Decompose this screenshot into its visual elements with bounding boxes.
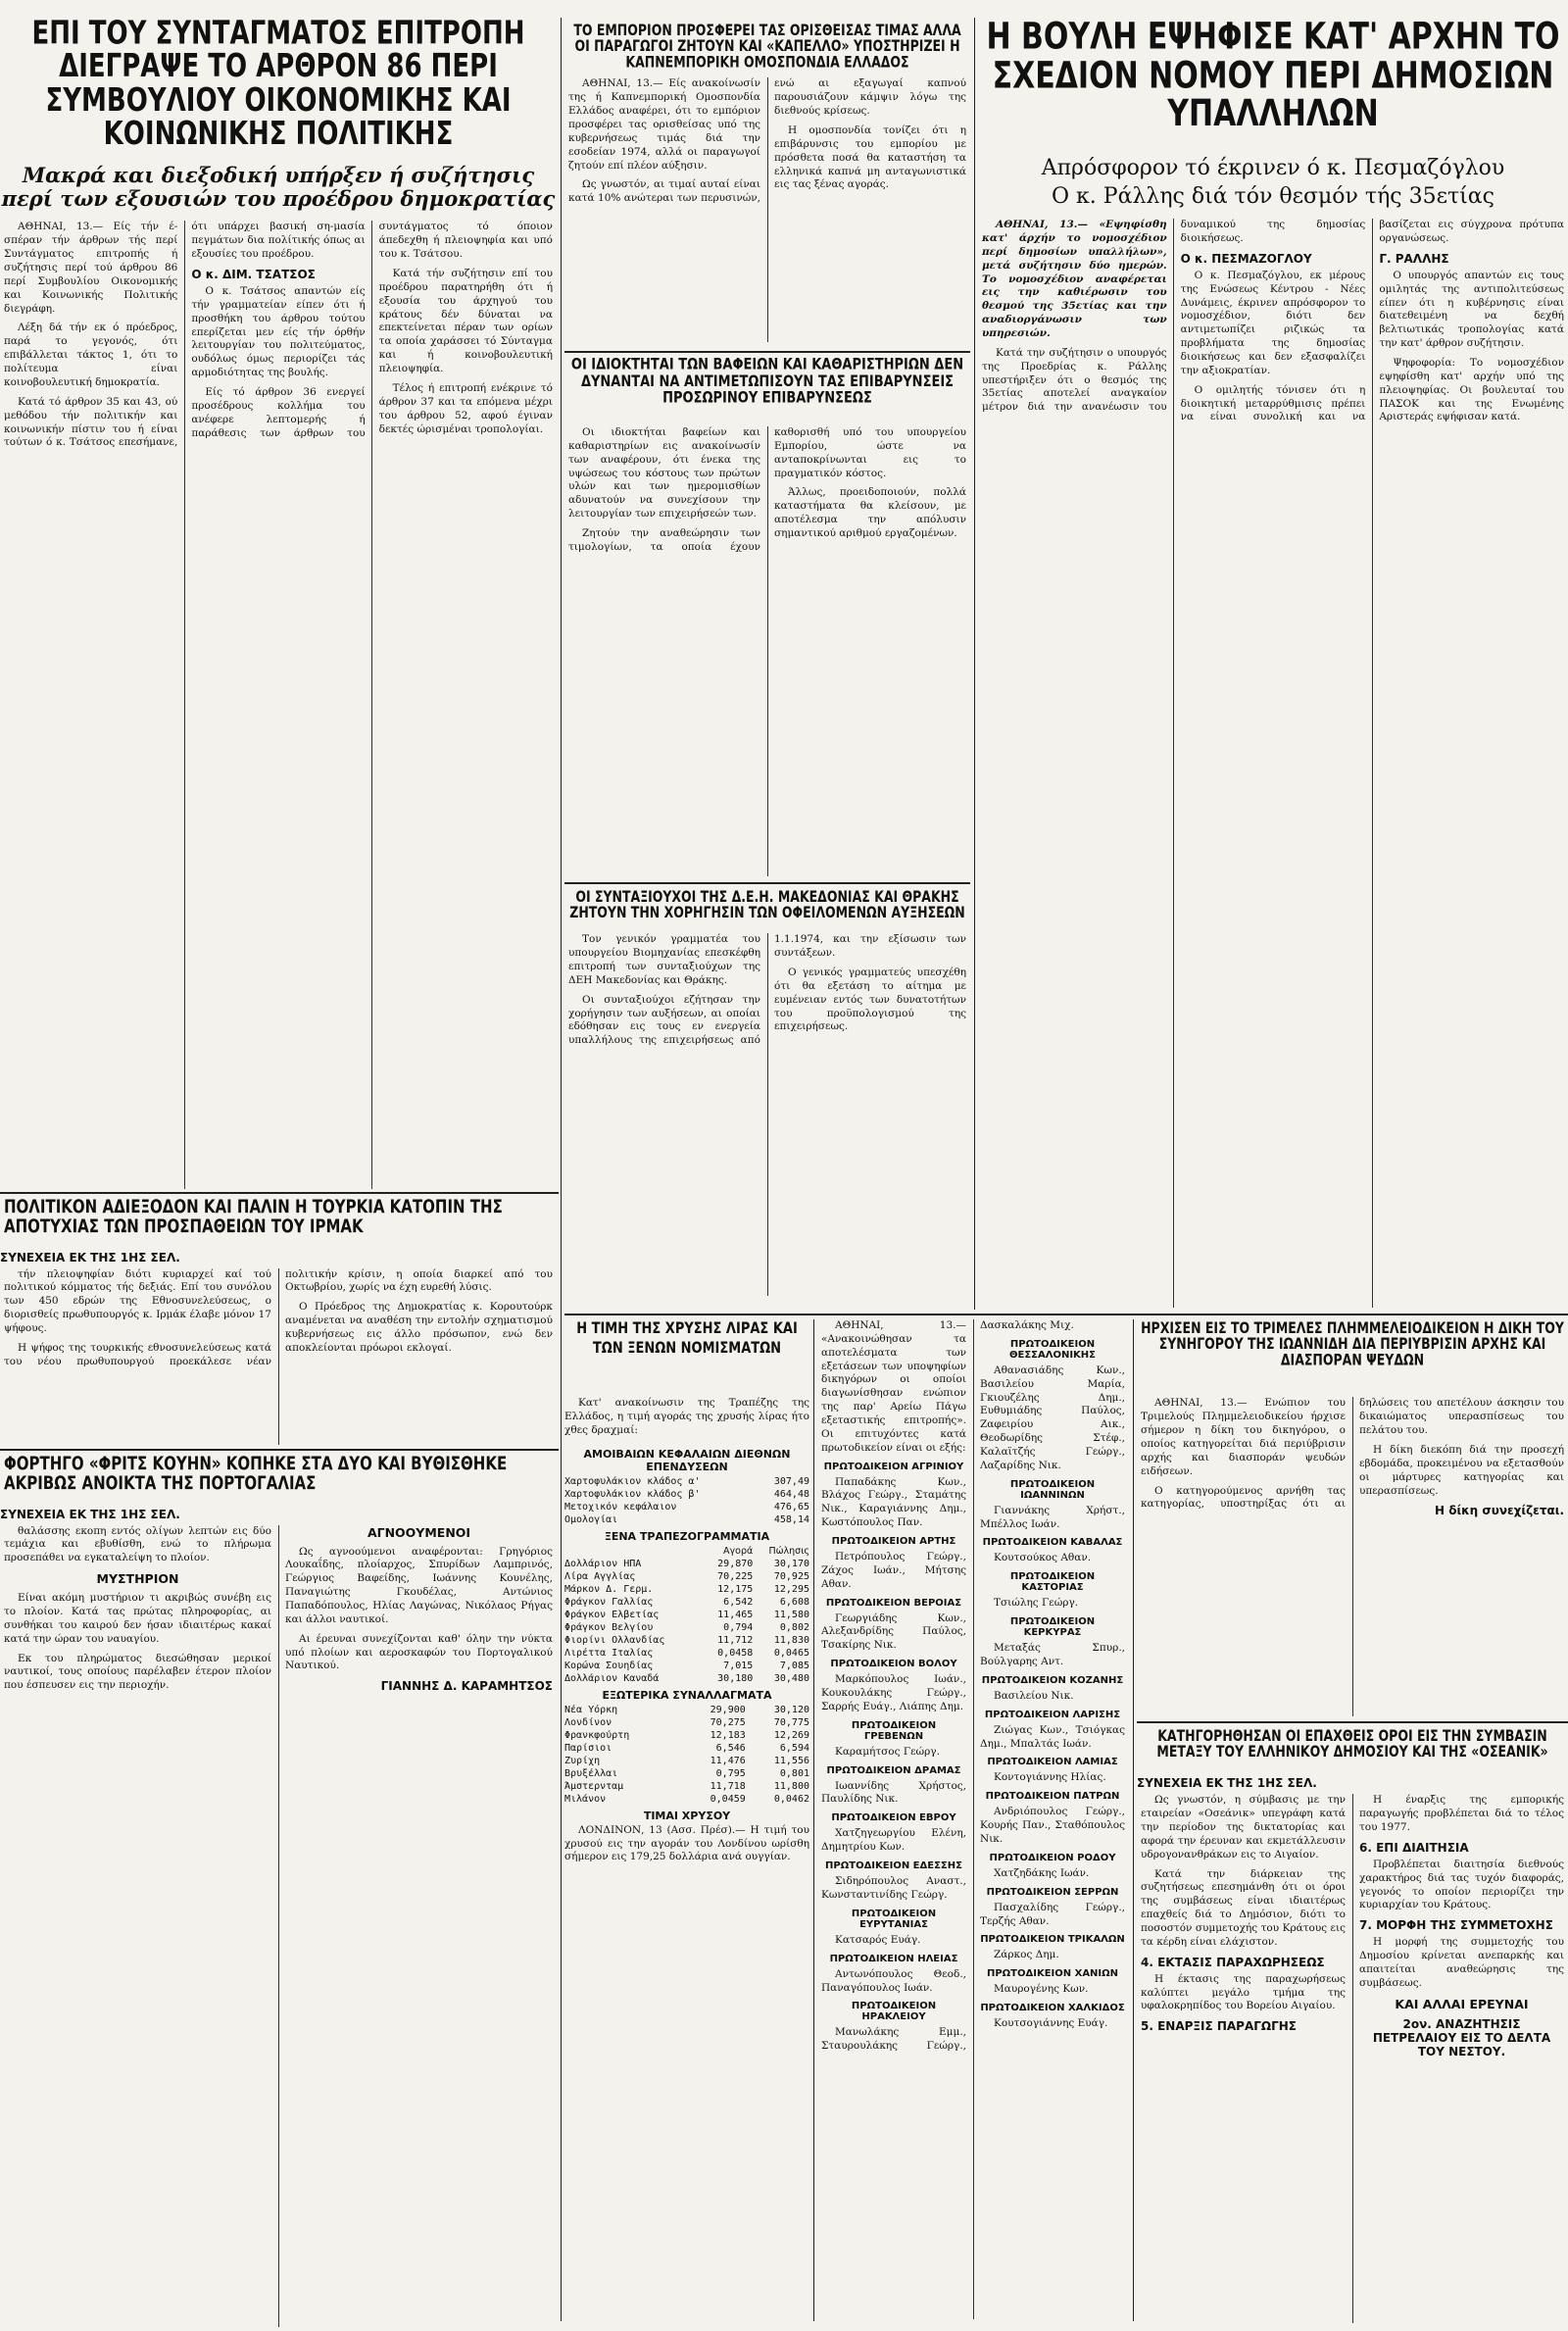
row-label: Φιορίνι Ολλανδίας xyxy=(564,1634,665,1646)
court-heading: ΠΡΩΤΟΔΙΚΕΙΟΝ ΠΑΤΡΩΝ xyxy=(985,1791,1120,1803)
article-civil-servants-bill xyxy=(978,18,1568,1308)
paragraph: Ο κ. Τσάτσος απαντών είς τήν γραμματείαν είπεν ότι ή προσθήκη του άρθρου τούτου επερίζεται μεν είς τήν όρθήν λειτουργίαν του πολιτεύματος, ουδόλως όμως περιορίζει τάς αρμοδιότητας της βουλής. xyxy=(191,285,366,379)
court-heading: ΠΡΩΤΟΔΙΚΕΙΟΝ ΡΟΔΟΥ xyxy=(989,1852,1116,1863)
table-row xyxy=(564,1672,809,1685)
court-heading: ΠΡΩΤΟΔΙΚΕΙΟΝ ΑΡΤΗΣ xyxy=(831,1536,956,1548)
candidate-list: Γεωργιάδης Κων., Αλεξανδρίδης Παύλος, Τσακίρης Νικ. xyxy=(821,1612,966,1652)
section-heading: ΑΓΝΟΟΥΜΕΝΟΙ xyxy=(367,1524,471,1540)
candidate-list: Αντωνόπουλος Θεοδ., Παναγόπουλος Ιωάν. xyxy=(821,1967,966,1994)
row-label: Νέα Υόρκη xyxy=(564,1704,618,1715)
cell-value: 11,830 xyxy=(773,1634,809,1646)
cell-value: 30,120 xyxy=(773,1704,809,1715)
cell-value: 11,800 xyxy=(773,1780,809,1792)
divider xyxy=(1137,1721,1568,1723)
paragraph: Ο γενικός γραμματεύς υπεσχέθη ότι θα εξετάση το αίτημα με ευμένειαν εντός των δυνατοτήτων του προϋπολογισμού της επιχειρήσεως. xyxy=(774,966,966,1033)
cell-value: 476,65 xyxy=(773,1501,809,1513)
table-row xyxy=(564,1488,809,1501)
cell-value: 11,465 xyxy=(717,1609,754,1620)
table-row xyxy=(564,1596,809,1609)
article-body xyxy=(817,1319,1129,2319)
row-label: Μιλάνον xyxy=(564,1793,607,1805)
paragraph: Ο κ. Πεσμαζόγλου, εκ μέρους της Ενώσεως Κέντρου - Νέες Δυνάμεις, έκρινεν απρόσφορον το νομοσχέδιον, διότι δεν αντιμετωπίζει ριζικώς τα προβλήματα της δημοσίας διοικήσεως και δεν εξασφαλίζει την αξιοκρατίαν. xyxy=(1180,269,1366,376)
cell-value: 70,775 xyxy=(773,1716,809,1728)
court-heading: ΠΡΩΤΟΔΙΚΕΙΟΝ ΛΑΜΙΑΣ xyxy=(987,1757,1118,1768)
cell-value: 11,556 xyxy=(773,1755,809,1766)
cell-value: 458,14 xyxy=(773,1513,809,1525)
candidate-list: Μαρκόπουλος Ιωάν., Κουκουλάκης Γεώργ., Σαρρής Ευάγ., Λιάπης Δημ. xyxy=(821,1673,966,1712)
column-header: Πώλησις xyxy=(768,1545,809,1557)
cell-value: 0,0462 xyxy=(773,1793,809,1805)
paragraph: Η έκτασις της παραχωρήσεως καλύπτει μεγάλο τμήμα της υφαλοκρηπίδος του Βορείου Αιγαίου. xyxy=(1141,1972,1346,2012)
article-body xyxy=(0,1525,557,2328)
row-label: Μετοχικόν κεφάλαιον xyxy=(564,1501,677,1513)
cell-value: 7,085 xyxy=(779,1660,809,1671)
court-heading: ΠΡΩΤΟΔΙΚΕΙΟΝ ΚΟΖΑΝΗΣ xyxy=(981,1674,1124,1686)
candidate-list: Μαυρογένης Κων. xyxy=(994,1983,1089,1996)
article-gold-and-currency xyxy=(564,1319,809,2327)
cell-value: 70,275 xyxy=(710,1716,746,1728)
row-label: Φράγκον Βελγίου xyxy=(564,1621,654,1633)
mutual-funds-table xyxy=(564,1475,809,1526)
table-row xyxy=(564,1647,809,1660)
paragraph: Ο Πρόεδρος της Δημοκρατίας κ. Κορουτούρκ αναμένεται να αναθέση την εντολήν σχηματισμού κυβερνήσεως εις άλλο πρόσωπον, ενώ δεν αποκλείονται πρόωροι εκλογαί. xyxy=(285,1301,553,1354)
court-heading: ΠΡΩΤΟΔΙΚΕΙΟΝ ΓΡΕΒΕΝΩΝ xyxy=(851,1719,937,1742)
candidate-list: Κοντογιάννης Ηλίας. xyxy=(994,1771,1106,1784)
candidate-list: Βασιλείου Νικ. xyxy=(994,1689,1074,1702)
court-heading: ΠΡΩΤΟΔΙΚΕΙΟΝ ΗΛΕΙΑΣ xyxy=(829,1953,958,1964)
paragraph: Άλλως, προειδοποιούν, πολλά καταστήματα θα κλείσουν, με αποτέλεσμα την απόλυσιν σημαντικού αριθμού εργαζομένων. xyxy=(774,486,966,539)
continuation-byline: ΣΥΝΕΧΕΙΑ ΕΚ ΤΗΣ 1ΗΣ ΣΕΛ. xyxy=(0,1250,180,1265)
paragraph: Ζητούν την αναθεώρησιν των τιμολογίων, τα οποία έχουν καθορισθή υπό του υπουργείου Εμπορίου, ώστε να ανταποκρίνωνται εις το πραγματικόν κόστος. xyxy=(568,425,966,553)
article-body xyxy=(0,1268,557,1446)
headline: ΟΙ ΣΥΝΤΑΞΙΟΥΧΟΙ ΤΗΣ Δ.Ε.Η. ΜΑΚΕΔΟΝΙΑΣ ΚΑΙ ΘΡΑΚΗΣ ΖΗΤΟΥΝ ΤΗΝ ΧΟΡΗΓΗΣΙΝ ΤΩΝ ΟΦΕΙΛΟΜΕΝΩΝ ΑΥΞΗΣΕΩΝ xyxy=(569,888,965,921)
article-body xyxy=(1137,1397,1568,1716)
row-label: Δολλάριον Καναδά xyxy=(564,1672,660,1684)
paragraph: Κατά τήν συζήτησιν επί του προέδρου παρατηρήθη ότι ή εξουσία του άρχηγού του κράτους δέν δύναται να επεκτείνεται πέραν των ορίων τα οποία χαράσσει τό Σύνταγμα και ή κοινοβουλευτική πλειοψηφία. xyxy=(378,268,553,375)
candidate-list: Αθανασιάδης Κων., Βασιλείου Μαρία, Γκιουζέλης Δημ., Ευθυμιάδης Παύλος, Ζαφειρίου Αικ., Θεοδωρίδης Στέφ., Καλαϊτζής Γεώργ., Λαζαρίδης Νικ. xyxy=(980,1364,1125,1471)
court-heading: ΠΡΩΤΟΔΙΚΕΙΟΝ ΕΔΕΣΣΗΣ xyxy=(825,1860,962,1872)
court-heading: ΠΡΩΤΟΔΙΚΕΙΟΝ ΚΑΣΤΟΡΙΑΣ xyxy=(1009,1571,1096,1594)
table-row xyxy=(564,1475,809,1488)
court-heading: ΠΡΩΤΟΔΙΚΕΙΟΝ ΕΒΡΟΥ xyxy=(831,1812,956,1824)
column-divider xyxy=(1133,1319,1134,2321)
candidate-list: Μεταξάς Σπυρ., Βούλγαρης Αντ. xyxy=(980,1642,1125,1668)
headline: ΚΑΤΗΓΟΡΗΘΗΣΑΝ ΟΙ ΕΠΑΧΘΕΙΣ ΟΡΟΙ ΕΙΣ ΤΗΝ ΣΥΜΒΑΣΙΝ ΜΕΤΑΞΥ ΤΟΥ ΕΛΛΗΝΙΚΟΥ ΔΗΜΟΣΙΟΥ ΚΑΙ ΤΗΣ «ΟΣΕΑΝΙΚ» xyxy=(1156,1727,1548,1761)
table-row xyxy=(564,1660,809,1672)
paragraph: Ψηφοφορία: Το νομοσχέδιον εψηφίσθη κατ' αρχήν υπό της πλειοψηφίας. Οι βουλευταί του ΠΑΣΟΚ και της Ενωμένης Αριστεράς εψήφισαν κατά. xyxy=(1379,356,1564,423)
paragraph: Η δίκη διεκόπη διά την προσεχή εβδομάδα, προκειμένου να εξετασθούν οι μάρτυρες κατηγορίας και υπερασπίσεως. xyxy=(1359,1443,1564,1497)
paragraph: Κατά την συζήτησιν ο υπουργός της Προεδρίας κ. Ράλλης υπεστήριξεν ότι ο θεσμός της 35ετίας αποτελεί αναγκαίον μέτρον διά την ανανέωσιν του δυναμικού της δημοσίας διοικήσεως. xyxy=(982,219,1366,414)
table-title: ΞΕΝΑ ΤΡΑΠΕΖΟΓΡΑΜΜΑΤΙΑ xyxy=(604,1529,770,1543)
cell-value: 6,594 xyxy=(779,1742,809,1754)
court-heading: ΠΡΩΤΟΔΙΚΕΙΟΝ ΤΡΙΚΑΛΩΝ xyxy=(980,1934,1125,1946)
headline: ΦΟΡΤΗΓΟ «ΦΡΙΤΣ ΚΟΥΗΝ» ΚΟΠΗΚΕ ΣΤΑ ΔΥΟ ΚΑΙ ΒΥΘΙΣΘΗΚΕ ΑΚΡΙΒΩΣ ΑΝΟΙΚΤΑ ΤΗΣ ΠΟΡΤΟΓΑΛΙΑΣ xyxy=(4,1455,508,1494)
row-label: Ομολογίαι xyxy=(564,1513,618,1525)
cell-value: 29,870 xyxy=(717,1558,754,1569)
column-header xyxy=(564,1545,704,1558)
court-heading: ΠΡΩΤΟΔΙΚΕΙΟΝ ΧΑΝΙΩΝ xyxy=(986,1968,1119,1980)
cell-value: 12,175 xyxy=(717,1583,754,1595)
candidate-list: Πασχαλίδης Γεώργ., Τερζής Αθαν. xyxy=(980,1901,1125,1927)
paragraph: Ως γνωστόν, η σύμβασις με την εταιρείαν «Οσεάνικ» υπεγράφη κατά την περίοδον της δικτατορίας και αφορά την έρευναν και εκμετάλλευσιν υδρογονανθράκων εις το Αιγαίον. xyxy=(1141,1794,1346,1860)
candidate-list: Σιδηρόπουλος Αναστ., Κωνσταντινίδης Γεώργ. xyxy=(821,1875,966,1901)
cell-value: 30,170 xyxy=(773,1558,809,1569)
paragraph: Η ομοσπονδία τονίζει ότι η επιβάρυνσις του εμπορίου με πρόσθετα ποσά θα καταστήση τα ελληνικά καπνά μη ανταγωνιστικά εις τας ξένας αγοράς. xyxy=(774,124,966,191)
row-label: Λίρα Αγγλίας xyxy=(564,1570,636,1582)
paragraph: τήν πλειοψηφίαν διότι κυριαρχεί καί τού πολιτικού κόμματος τής δεξιάς. Επί του συνόλου των 450 εδρών της Εθνοσυνελεύσεως, ο διορισθείς πρωθυπουργός κ. Ιρμάκ έλαβε μόνον 17 ψήφους. xyxy=(4,1267,271,1334)
paragraph: Εκ του πληρώματος διεσώθησαν μερικοί ναυτικοί, τους οποίους παρέλαβεν έτερον πλοίον που έσπευσεν εις την περιοχήν. xyxy=(4,1652,271,1692)
paragraph: Οι ιδιοκτήται βαφείων και καθαριστηρίων εις ανακοίνωσίν των αναφέρουν, ότι ένεκα της υψώσεως του κόστους των πρώτων υλών και των ημερομισθίων αδυνατούν να συνεχίσουν την λειτουργίαν των επιχειρήσεών των. xyxy=(568,425,760,521)
cell-value: 0,0465 xyxy=(773,1647,809,1659)
article-body xyxy=(0,221,557,1189)
table-row xyxy=(564,1704,809,1716)
cell-value: 0,794 xyxy=(723,1621,754,1633)
paragraph: Κατά τό άρθρον 35 και 43, ού μεθόδου τήν πολιτικήν και κοινωνικήν πίστιν του ή είναι τούτων ό κ. Τσάτσος επεσήμανε, ότι υπάρχει βασική ση-μασία πεγμάτων δια πολίτικής όπως αι εξουσίες του προέδρου. xyxy=(4,221,366,449)
paragraph: θαλάσσης εκοπη εντός ολίγων λεπτών εις δύο τεμάχια και εβυθίσθη, ενώ το πλήρωμα προσεπάθει να εγκαταλείψη το πλοίον. xyxy=(4,1524,271,1564)
cell-value: 12,183 xyxy=(710,1729,746,1741)
paragraph: Ως γνωστόν, αι τιμαί αυταί είναι κατά 10% ανώτεραι των περυσινών, ενώ αι εξαγωγαί καπνού παρουσιάζουν κάμψιν λόγω της διεθνούς κρίσεως. xyxy=(568,77,966,205)
headline: ΗΡΧΙΣΕΝ ΕΙΣ ΤΟ ΤΡΙΜΕΛΕΣ ΠΛΗΜΜΕΛΕΙΟΔΙΚΕΙΟΝ Η ΔΙΚΗ ΤΟΥ ΣΥΝΗΓΟΡΟΥ ΤΗΣ ΙΩΑΝΝΙΔΗ ΔΙΑ ΠΕΡΙΥΒΡΙΣΙΝ ΑΡΧΗΣ ΚΑΙ ΔΙΑΣΠΟΡΑΝ ΨΕΥΔΩΝ xyxy=(1141,1319,1564,1369)
cell-value: 6,546 xyxy=(715,1742,746,1754)
table-row xyxy=(564,1729,809,1742)
divider xyxy=(564,351,970,353)
candidate-list: Μανωλάκης Εμμ., Σταυρουλάκης Γεώργ., Δασκαλάκης Μιχ. xyxy=(821,1319,1074,2053)
section-heading: ΜΥΣΤΗΡΙΟΝ xyxy=(96,1571,179,1587)
divider xyxy=(564,882,970,884)
paragraph: Ο κατηγορούμενος αρνήθη τας κατηγορίας, υποστηρίξας ότι αι δηλώσεις του απετέλουν άσκησιν του δικαιώματος υπερασπίσεως του πελάτου του. xyxy=(1141,1397,1564,1511)
table-row xyxy=(564,1583,809,1596)
court-heading: ΠΡΩΤΟΔΙΚΕΙΟΝ ΕΥΡΥΤΑΝΙΑΣ xyxy=(851,1908,937,1930)
table-header xyxy=(564,1545,809,1558)
speaker-heading: Ο κ. ΠΕΣΜΑΖΟΓΛΟΥ xyxy=(1180,251,1312,266)
article-dye-cleaners xyxy=(564,357,970,876)
article-body xyxy=(978,219,1568,1308)
article-lawyer-exam-results xyxy=(817,1319,1129,2327)
row-label: Φράγκον Ελβετίας xyxy=(564,1609,660,1620)
exchange-table xyxy=(564,1704,809,1806)
paragraph: ΑΘΗΝΑΙ, 13.— Ενώπιον του Τριμελούς Πλημμελειοδικείου ήρχισε σήμερον η δίκη του δικηγόρου, ο οποίος κατηγορείται διά περιύβρισιν αρχής και διασποράν ψευδών ειδήσεων. xyxy=(1141,1397,1346,1477)
section-heading: 5. ΕΝΑΡΞΙΣ ΠΑΡΑΓΩΓΗΣ xyxy=(1141,2019,1297,2034)
paragraph: Λέξη δά τήν εκ ό πρόεδρος, παρά το γεγονός, ότι επιβάλλεται τάκτος 1, ότι το πολίτευμα είναι κοινοβουλευτική δημοκρατία. xyxy=(4,322,178,388)
court-heading: ΠΡΩΤΟΔΙΚΕΙΟΝ ΘΕΣΣΑΛΟΝΙΚΗΣ xyxy=(1008,1338,1096,1361)
court-heading: ΠΡΩΤΟΔΙΚΕΙΟΝ ΧΑΛΚΙΔΟΣ xyxy=(980,2003,1125,2014)
candidate-list: Ανδριόπουλος Γεώργ., Κουρής Παν., Σταθόπουλος Νικ. xyxy=(980,1806,1125,1846)
continuation-byline: ΣΥΝΕΧΕΙΑ ΕΚ ΤΗΣ 1ΗΣ ΣΕΛ. xyxy=(1137,1776,1317,1791)
paragraph: Η έναρξις της εμπορικής παραγωγής προβλέπεται διά το τέλος του 1977. xyxy=(1359,1794,1564,1833)
row-label: Χαρτοφυλάκιον κλάδος β' xyxy=(564,1488,701,1500)
article-court-trial xyxy=(1137,1319,1568,1716)
court-heading: ΠΡΩΤΟΔΙΚΕΙΟΝ ΙΩΑΝΝΙΝΩΝ xyxy=(1009,1478,1096,1501)
column-divider xyxy=(561,18,562,2321)
court-heading: ΠΡΩΤΟΔΙΚΕΙΟΝ ΑΓΡΙΝΙΟΥ xyxy=(823,1461,964,1472)
subheadline: Μακρά και διεξοδική υπήρξεν ή συζήτησις περί των εξουσιών του προέδρου δημοκρατίας xyxy=(1,163,556,212)
court-heading: ΠΡΩΤΟΔΙΚΕΙΟΝ ΣΕΡΡΩΝ xyxy=(986,1886,1119,1898)
article-tobacco-prices xyxy=(564,22,970,345)
court-heading: ΠΡΩΤΟΔΙΚΕΙΟΝ ΚΑΒΑΛΑΣ xyxy=(982,1537,1123,1549)
row-label: Χαρτοφυλάκιον κλάδος α' xyxy=(564,1475,701,1487)
candidate-list: Πετρόπουλος Γεώργ., Ζάχος Ιωάν., Μήτσης Αθαν. xyxy=(821,1551,966,1590)
table-row xyxy=(564,1513,809,1526)
article-oceanic-contract xyxy=(1137,1727,1568,2327)
candidate-list: Ζιώγας Κων., Τσιόγκας Δημ., Μπαλτάς Ιωάν. xyxy=(980,1723,1125,1750)
section-heading: 6. ΕΠΙ ΔΙΑΙΤΗΣΙΑ xyxy=(1359,1840,1469,1855)
row-label: Δολλάριον ΗΠΑ xyxy=(564,1558,642,1569)
candidate-list: Ιωαννίδης Χρήστος, Παυλίδης Νικ. xyxy=(821,1779,966,1806)
paragraph: Είς τό άρθρον 36 ενεργεί προσέδρους κολλήμα του ανέφερε λεπτομερής ή παράθεσις των άρθρων του συντάγματος τό όποιον άπεδεχθη ή πλειοψηφία και υπό του κ. Τσάτσου. xyxy=(191,221,553,439)
table-row xyxy=(564,1634,809,1647)
cell-value: 70,925 xyxy=(773,1570,809,1582)
table-row xyxy=(564,1767,809,1780)
column-divider xyxy=(974,18,975,1310)
paragraph: ΑΘΗΝΑΙ, 13.— «Εψηφίσθη κατ' άρχήν το νομοσχέδιον περί δημοσίων υπαλλήλων», μετά συζήτησιν δύο ημερών. Το νομοσχέδιον αναφέρεται εις την καθιέρωσιν του θεσμού της 35ετίας και την αναδιοργάνωσιν των υπηρεσιών. xyxy=(982,219,1167,339)
headline: ΕΠΙ ΤΟΥ ΣΥΝΤΑΓΜΑΤΟΣ ΕΠΙΤΡΟΠΗ ΔΙΕΓΡΑΨΕ ΤΟ ΑΡΘΡΟΝ 86 ΠΕΡΙ ΣΥΜΒΟΥΛΙΟΥ ΟΙΚΟΝΟΜΙΚΗΣ ΚΑΙ ΚΟΙΝΩΝΙΚΗΣ ΠΟΛΙΤΙΚΗΣ xyxy=(31,18,525,153)
article-body xyxy=(564,77,970,342)
table-row xyxy=(564,1780,809,1793)
speaker-heading: Γ. ΡΑΛΛΗΣ xyxy=(1379,251,1449,266)
table-row xyxy=(564,1755,809,1767)
paragraph: Αι έρευναι συνεχίζονται καθ' όλην την νύκτα υπό πλοίων και αεροσκαφών του Πορτογαλικού Ναυτικού. xyxy=(285,1632,553,1672)
court-heading: ΠΡΩΤΟΔΙΚΕΙΟΝ ΒΟΛΟΥ xyxy=(830,1659,957,1670)
section-heading: 7. ΜΟΡΦΗ ΤΗΣ ΣΥΜΜΕΤΟΧΗΣ xyxy=(1359,1918,1553,1933)
signature: ΓΙΑΝΝΗΣ Δ. ΚΑΡΑΜΗΤΣΟΣ xyxy=(380,1679,553,1694)
row-label: Φρανκφούρτη xyxy=(564,1729,630,1741)
court-heading: ΠΡΩΤΟΔΙΚΕΙΟΝ ΒΕΡΟΙΑΣ xyxy=(825,1597,962,1609)
candidate-list: Κουτσούκος Αθαν. xyxy=(994,1552,1092,1564)
court-heading: ΠΡΩΤΟΔΙΚΕΙΟΝ ΔΡΑΜΑΣ xyxy=(826,1764,961,1776)
cell-value: 6,608 xyxy=(779,1596,809,1608)
candidate-list: Χατζηγεωργίου Ελένη, Δημητρίου Κων. xyxy=(821,1827,966,1854)
headline: Η ΒΟΥΛΗ ΕΨΗΦΙΣΕ ΚΑΤ' ΑΡΧΗΝ ΤΟ ΣΧΕΔΙΟΝ ΝΟΜΟΥ ΠΕΡΙ ΔΗΜΟΣΙΩΝ ΥΠΑΛΛΗΛΩΝ xyxy=(986,18,1560,135)
table-title: ΤΙΜΑΙ ΧΡΥΣΟΥ xyxy=(643,1809,731,1822)
table-row xyxy=(564,1742,809,1755)
row-label: Λονδίνον xyxy=(564,1716,612,1728)
article-body xyxy=(564,933,970,1296)
paragraph: ΑΘΗΝΑΙ, 13.— Είς ανακοίνωσίν της ή Καπνεμπορική Ομοσπονδία Ελλάδος αναφέρει, ότι το εμπόριον προσφέρει τας ορισθείσας υπό της κυβερνήσεως τιμάς διά την εσοδείαν 1974, αλλά οι παραγωγοί ζητούν επί πλέον αύξησιν. xyxy=(568,77,760,172)
divider xyxy=(0,1449,559,1451)
candidate-list: Ζάρκος Δημ. xyxy=(994,1949,1059,1961)
subheadline: Απρόσφορον τό έκρινεν ό κ. Πεσμαζόγλου xyxy=(1041,155,1505,180)
court-heading: ΠΡΩΤΟΔΙΚΕΙΟΝ ΗΡΑΚΛΕΙΟΥ xyxy=(851,2001,937,2023)
paragraph: Ο ομιλητής τόνισεν ότι η διοικητική μεταρρύθμισις πρέπει να είναι συνολική και να βασίζεται εις σύγχρονα πρότυπα οργανώσεως. xyxy=(1180,219,1564,423)
row-label: Άμστερνταμ xyxy=(564,1780,624,1792)
article-dei-pensioners xyxy=(564,888,970,1308)
candidate-list: Γιαννάκης Χρήστ., Μπέλλος Ιωάν. xyxy=(980,1504,1125,1530)
table-row xyxy=(564,1793,809,1806)
continuation-byline: ΣΥΝΕΧΕΙΑ ΕΚ ΤΗΣ 1ΗΣ ΣΕΛ. xyxy=(0,1507,180,1521)
row-label: Κορώνα Σουηδίας xyxy=(564,1660,654,1671)
cell-value: 7,015 xyxy=(723,1660,754,1671)
court-heading: ΠΡΩΤΟΔΙΚΕΙΟΝ ΚΕΡΚΥΡΑΣ xyxy=(1009,1616,1096,1639)
cell-value: 30,480 xyxy=(773,1672,809,1684)
cell-value: 70,225 xyxy=(717,1570,754,1582)
subheadline: Ο κ. Ράλλης διά τόν θεσμόν τής 35ετίας xyxy=(1052,183,1494,209)
paragraph: Τέλος ή επιτροπή ενέκρινε τό άρθρον 37 και τα επόμενα μέχρι του άρθρου 52, αφού έγιναν δεκτές ώρισμέναι τροπολογίαι. xyxy=(378,381,553,435)
paragraph: ΑΘΗΝΑΙ, 13.— Είς τήν έ-σπέραν τήν άρθρων τής περί Συντάγματος επιτροπής ή συζήτησις περί τού άρθρου 86 περί Συμβουλίου Οικονομικής και Κοινωνικής Πολιτικής διεγράφη. xyxy=(4,221,178,315)
paragraph: Προβλέπεται διαιτησία διεθνούς χαρακτήρος διά τας τυχόν διαφοράς, γεγονός το οποίον περιορίζει την κυριαρχίαν του Κράτους. xyxy=(1359,1858,1564,1911)
cell-value: 29,900 xyxy=(710,1704,746,1715)
paragraph: Ο υπουργός απαντών εις τους ομιλητάς της αντιπολιτεύσεως είπεν ότι η κυβέρνησις είναι διατεθειμένη να δεχθή βελτιωτικάς τροπολογίας κατά την κατ' άρθρον συζήτησιν. xyxy=(1379,269,1564,350)
paragraph: Οι συνταξιούχοι εζήτησαν την χορήγησιν των αυξήσεων, αι οποίαι εδόθησαν εις τους εν ενεργεία υπαλλήλους της επιχειρήσεως από 1.1.1974, και την εξίσωσιν των συντάξεων. xyxy=(568,933,966,1047)
column-header: Αγορά xyxy=(723,1545,754,1557)
cell-value: 12,269 xyxy=(773,1729,809,1741)
section-heading: 2ον. ΑΝΑΖΗΤΗΣΙΣ ΠΕΤΡΕΛΑΙΟΥ ΕΙΣ ΤΟ ΔΕΛΤΑ ΤΟΥ ΝΕΣΤΟΥ. xyxy=(1372,2016,1551,2058)
row-label: Ζυρίχη xyxy=(564,1755,601,1766)
headline: ΤΟ ΕΜΠΟΡΙΟΝ ΠΡΟΣΦΕΡΕΙ ΤΑΣ ΟΡΙΣΘΕΙΣΑΣ ΤΙΜΑΣ ΑΛΛΑ ΟΙ ΠΑΡΑΓΩΓΟΙ ΖΗΤΟΥΝ ΚΑΙ «ΚΑΠΕΛΛΟ» ΥΠΟΣΤΗΡΙΖΕΙ Η ΚΑΠΝΕΜΠΟΡΙΚΗ ΟΜΟΣΠΟΝΔΙΑ ΕΛΛΑΔΟΣ xyxy=(573,22,961,72)
cell-value: 0,0459 xyxy=(710,1793,746,1805)
cell-value: 30,180 xyxy=(717,1672,754,1684)
cell-value: 0,802 xyxy=(779,1621,809,1633)
table-row xyxy=(564,1621,809,1634)
cell-value: 307,49 xyxy=(773,1475,809,1487)
cell-value: 0,0458 xyxy=(717,1647,754,1659)
candidate-list: Κατσαρός Ευάγ. xyxy=(835,1933,921,1946)
cell-value: 0,801 xyxy=(779,1767,809,1779)
candidate-list: Χατζηδάκης Ιωάν. xyxy=(994,1866,1090,1879)
candidate-list: Κουτσογιάννης Ευάγ. xyxy=(994,2017,1108,2030)
court-heading: ΠΡΩΤΟΔΙΚΕΙΟΝ ΛΑΡΙΣΗΣ xyxy=(984,1709,1121,1720)
table-row xyxy=(564,1716,809,1729)
cell-value: 6,542 xyxy=(723,1596,754,1608)
gold-price-text: ΛΟΝΔΙΝΟΝ, 13 (Ασσ. Πρέσ).— Η τιμή του χρυσού εις την αγοράν του Λονδίνου ωρίσθη σήμερον εις 179,25 δολλάρια ανά ουγγίαν. xyxy=(564,1823,809,1863)
row-label: Φράγκον Γαλλίας xyxy=(564,1596,654,1608)
section-heading: ΚΑΙ ΑΛΛΑΙ ΕΡΕΥΝΑΙ xyxy=(1395,1996,1529,2011)
cell-value: 11,580 xyxy=(773,1609,809,1620)
column-divider xyxy=(813,1319,814,2321)
table-row xyxy=(564,1558,809,1570)
cell-value: 11,718 xyxy=(710,1780,746,1792)
article-body xyxy=(1137,1794,1568,2323)
candidate-list: Καραμήτσος Γεώργ. xyxy=(835,1745,940,1758)
headline: Η ΤΙΜΗ ΤΗΣ ΧΡΥΣΗΣ ΛΙΡΑΣ ΚΑΙ ΤΩΝ ΞΕΝΩΝ ΝΟΜΙΣΜΑΤΩΝ xyxy=(576,1319,798,1358)
article-freighter-sinking xyxy=(0,1455,557,2327)
row-label: Παρίσιοι xyxy=(564,1742,612,1754)
table-row xyxy=(564,1609,809,1621)
paragraph: Ως αγνοούμενοι αναφέρονται: Γρηγόριος Λουκαΐδης, πλοίαρχος, Σπυρίδων Λαμπρινός, Γεώργιος Βαφείδης, Ιωάννης Κουνέλης, Παναγιώτης Γκουδέλας, Αντώνιος Παπαδόπουλος, Ηλίας Λαγώνας, Νικόλαος Ρήγας και άλλοι ναυτικοί. xyxy=(285,1545,553,1625)
cell-value: 0,795 xyxy=(715,1767,746,1779)
section-heading: 4. ΕΚΤΑΣΙΣ ΠΑΡΑΧΩΡΗΣΕΩΣ xyxy=(1141,1955,1325,1969)
row-label: Βρυξέλλαι xyxy=(564,1767,618,1779)
cell-value: 464,48 xyxy=(773,1488,809,1500)
article-turkey-politics xyxy=(0,1198,557,1445)
paragraph: Η ψήφος της τουρκικής εθνοσυνελεύσεως κατά του νέου πρωθυπουργού προεκάλεσε νέαν πολιτικήν κρίσιν, η οποία διαρκεί από του Οκτωβρίου, χωρίς να έχη ευρεθή λύσις. xyxy=(4,1267,553,1367)
paragraph: Η μορφή της συμμετοχής του Δημοσίου κρίνεται ανεπαρκής και απαιτείται αναθεώρησις της συμβάσεως. xyxy=(1359,1936,1564,1989)
divider xyxy=(0,1192,559,1194)
banknotes-table xyxy=(564,1545,809,1685)
article-body xyxy=(564,426,970,876)
cell-value: 11,476 xyxy=(710,1755,746,1766)
paragraph: ΑΘΗΝΑΙ, 13.— «Ανακοινώθησαν τα αποτελέσματα των εξετάσεων των υποψηφίων δικηγόρων οι οποίοι διαγωνίσθησαν ενώπιον της παρ' Αρείω Πάγω εξεταστικής επιτροπής». Οι επιτυχόντες κατά πρωτοδικείον είναι οι εξής: xyxy=(821,1319,966,1454)
table-row xyxy=(564,1570,809,1583)
cell-value: 12,295 xyxy=(773,1583,809,1595)
closing-line: Η δίκη συνεχίζεται. xyxy=(1434,1504,1564,1518)
table-title: ΑΜΟΙΒΑΙΩΝ ΚΕΦΑΛΑΙΩΝ ΔΙΕΘΝΩΝ ΕΠΕΝΔΥΣΕΩΝ xyxy=(583,1447,791,1473)
paragraph: Τον γενικόν γραμματέα του υπουργείου Βιομηχανίας επεσκέφθη επιτροπή των συνταξιούχων της ΔΕΗ Μακεδονίας και Θράκης. xyxy=(568,933,760,986)
row-label: Λιρέττα Ιταλίας xyxy=(564,1647,654,1659)
speaker-heading: Ο κ. ΔΙΜ. ΤΣΑΤΣΟΣ xyxy=(191,268,316,282)
cell-value: 11,712 xyxy=(717,1634,754,1646)
paragraph: Είναι ακόμη μυστήριον τι ακριβώς συνέβη εις το πλοίον. Κατά τας πρώτας πληροφορίας, αι συνθήκαι του καιρού δεν ήσαν ιδιαιτέρως κακαί κατά την ώραν του ναυαγίου. xyxy=(4,1592,271,1645)
divider xyxy=(564,1314,1568,1315)
intro-text: Κατ' ανακοίνωσιν της Τραπέζης της Ελλάδος, η τιμή αγοράς της χρυσής λίρας ήτο χθες δραχμαί: xyxy=(564,1397,809,1436)
paragraph: Κατά την διάρκειαν της συζητήσεως επεσημάνθη ότι οι όροι της συμβάσεως είναι ιδιαιτέρως επαχθείς διά το Δημόσιον, διότι το ποσοστόν συμμετοχής του Κράτους εις τα κέρδη είναι ελάχιστον. xyxy=(1141,1867,1346,1948)
row-label: Μάρκον Δ. Γερμ. xyxy=(564,1583,654,1595)
table-title: ΕΞΩΤΕΡΙΚΑ ΣΥΝΑΛΛΑΓΜΑΤΑ xyxy=(602,1688,772,1702)
table-row xyxy=(564,1501,809,1513)
headline: ΟΙ ΙΔΙΟΚΤΗΤΑΙ ΤΩΝ ΒΑΦΕΙΩΝ ΚΑΙ ΚΑΘΑΡΙΣΤΗΡΙΩΝ ΔΕΝ ΔΥΝΑΝΤΑΙ ΝΑ ΑΝΤΙΜΕΤΩΠΙΣΟΥΝ ΤΑΣ ΕΠΙΒΑΡΥΝΣΕΙΣ ΠΡΟΣΩΡΙΝΟΥ ΕΠΙΒΑΡΥΝΣΕΩΣ xyxy=(570,357,964,408)
candidate-list: Τσιώλης Γεώργ. xyxy=(994,1597,1079,1610)
headline: ΠΟΛΙΤΙΚΟΝ ΑΔΙΕΞΟΔΟΝ ΚΑΙ ΠΑΛΙΝ Η ΤΟΥΡΚΙΑ ΚΑΤΟΠΙΝ ΤΗΣ ΑΠΟΤΥΧΙΑΣ ΤΩΝ ΠΡΟΣΠΑΘΕΙΩΝ ΤΟΥ ΙΡΜΑΚ xyxy=(4,1198,503,1237)
candidate-list: Παπαδάκης Κων., Βλάχος Γεώργ., Σταμάτης Νικ., Καραγιάννης Δημ., Κωστόπουλος Παν. xyxy=(821,1475,966,1529)
article-constitution-committee xyxy=(0,18,557,1189)
